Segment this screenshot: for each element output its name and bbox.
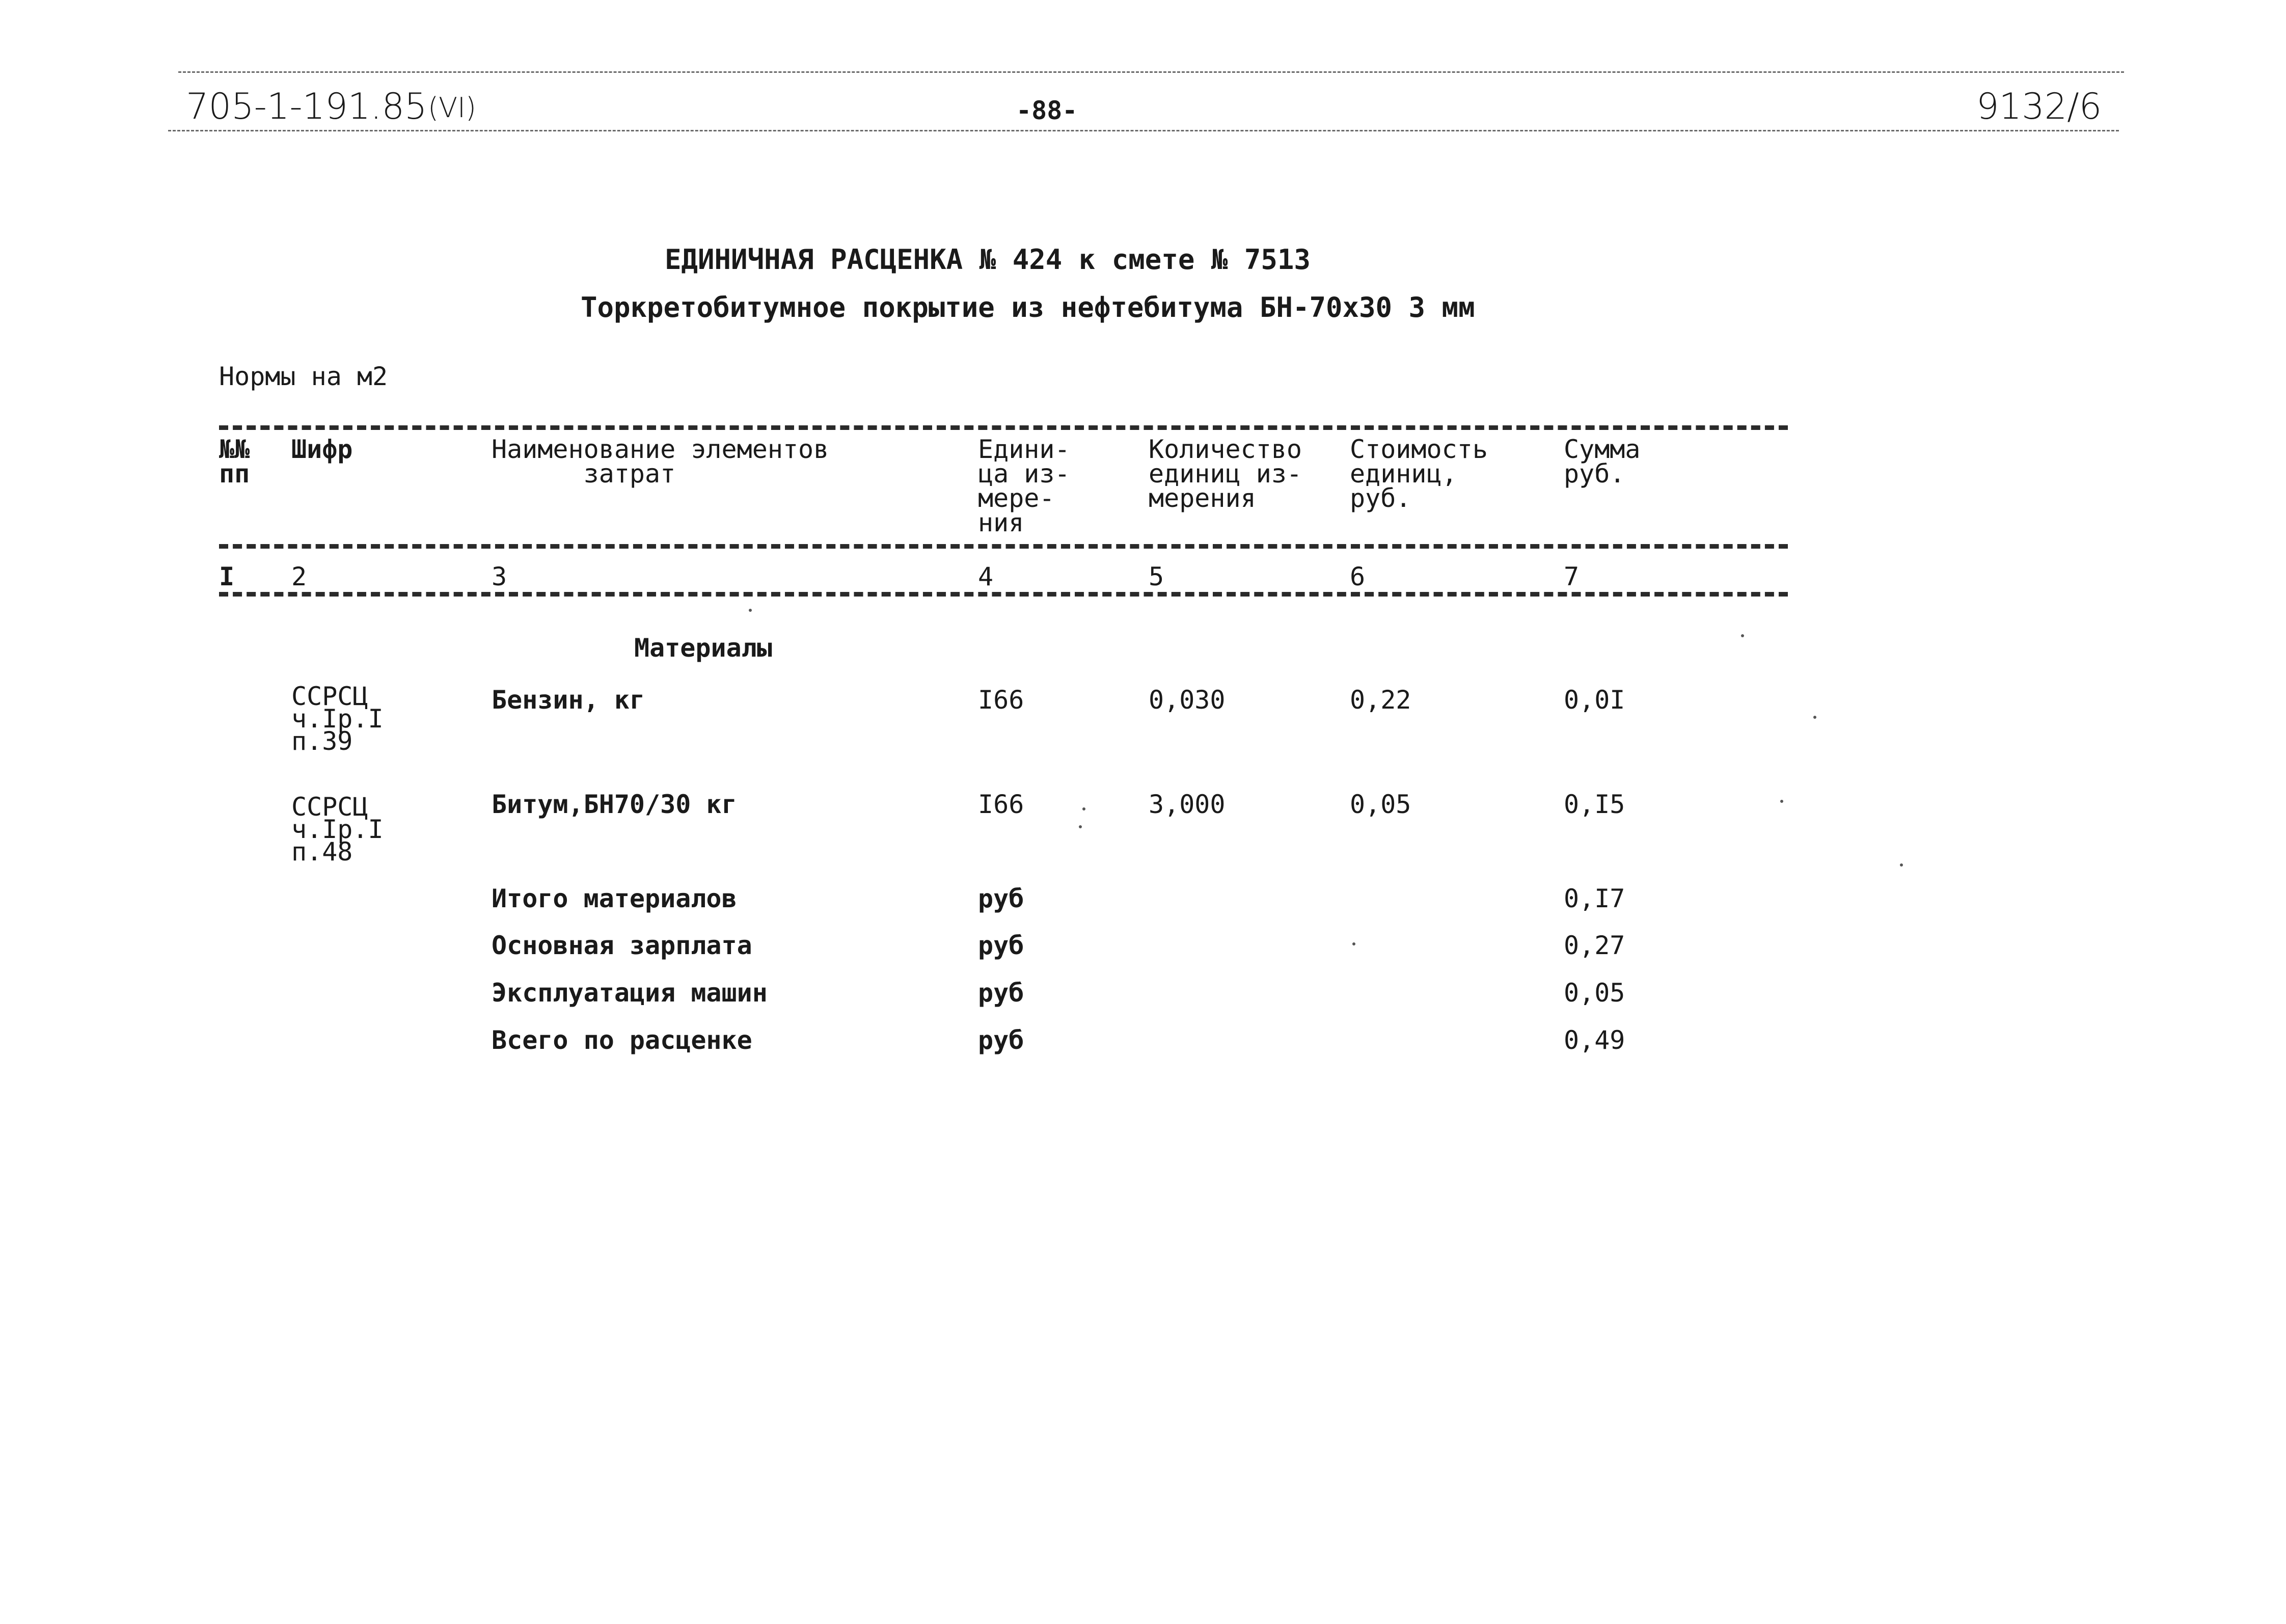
colnum-4: 4 bbox=[978, 562, 994, 591]
total-wages-name: Основная зарплата bbox=[492, 931, 752, 960]
colnum-6: 6 bbox=[1350, 562, 1366, 591]
sheet-code: 9132/6 bbox=[1976, 86, 2102, 127]
total-materials-name: Итого материалов bbox=[492, 884, 737, 913]
row-2-name: Битум,БН70/30 кг bbox=[492, 790, 737, 819]
header-qty: Количество единиц из- мерения bbox=[1149, 435, 1302, 513]
scan-speck bbox=[1082, 807, 1085, 810]
norms-label: Нормы на м2 bbox=[219, 362, 388, 391]
total-materials-sum: 0,I7 bbox=[1564, 884, 1625, 913]
header-bottom-rule bbox=[168, 130, 2119, 131]
document-code: 705-1-191.85 bbox=[186, 86, 427, 127]
total-wages-unit: руб bbox=[978, 931, 1024, 960]
row-1-code: ССРСЦ ч.Iр.I п.39 bbox=[291, 682, 384, 756]
colnum-1: I bbox=[219, 562, 235, 591]
row-1-sum: 0,0I bbox=[1564, 685, 1625, 715]
header-unit: Едини- ца из- мере- ния bbox=[978, 435, 1070, 537]
scan-speck bbox=[1813, 716, 1816, 719]
scan-speck bbox=[749, 609, 752, 612]
section-title: Материалы bbox=[634, 633, 772, 663]
colnum-7: 7 bbox=[1564, 562, 1580, 591]
row-2-code: ССРСЦ ч.Iр.I п.48 bbox=[291, 792, 384, 867]
row-1-qty: 0,030 bbox=[1149, 685, 1226, 715]
row-1-unit: I66 bbox=[978, 685, 1024, 715]
document-subtitle: Торкретобитумное покрытие из нефтебитума БН-70х30 3 мм bbox=[581, 291, 1475, 323]
header-num: №№ пп bbox=[219, 435, 250, 489]
row-2-sum: 0,I5 bbox=[1564, 790, 1625, 819]
row-1-name: Бензин, кг bbox=[492, 685, 645, 715]
header-sum: Сумма руб. bbox=[1564, 435, 1641, 489]
scan-speck bbox=[1079, 825, 1082, 828]
colnum-3: 3 bbox=[492, 562, 507, 591]
document-mark: (VI) bbox=[428, 92, 477, 124]
row-1-cost: 0,22 bbox=[1350, 685, 1411, 715]
colnum-5: 5 bbox=[1149, 562, 1164, 591]
total-machines-sum: 0,05 bbox=[1564, 978, 1625, 1008]
table-colnum-rule bbox=[219, 592, 1788, 597]
grand-total-sum: 0,49 bbox=[1564, 1025, 1625, 1055]
header-code: Шифр bbox=[291, 435, 353, 464]
total-wages-sum: 0,27 bbox=[1564, 931, 1625, 960]
header-top-rule bbox=[178, 71, 2124, 73]
scan-speck bbox=[1780, 800, 1783, 803]
header-cost: Стоимость единиц, руб. bbox=[1350, 435, 1488, 513]
document-title: ЕДИНИЧНАЯ РАСЦЕНКА № 424 к смете № 7513 bbox=[665, 243, 1311, 276]
header-name: Наименование элементов затрат bbox=[492, 435, 829, 489]
total-machines-name: Эксплуатация машин bbox=[492, 978, 768, 1008]
row-2-cost: 0,05 bbox=[1350, 790, 1411, 819]
total-machines-unit: руб bbox=[978, 978, 1024, 1008]
row-2-qty: 3,000 bbox=[1149, 790, 1226, 819]
scan-speck bbox=[1900, 863, 1903, 867]
row-2-unit: I66 bbox=[978, 790, 1024, 819]
page-number: -88- bbox=[1016, 96, 1078, 125]
grand-total-name: Всего по расценке bbox=[492, 1025, 752, 1055]
colnum-2: 2 bbox=[291, 562, 307, 591]
table-top-rule bbox=[219, 425, 1788, 430]
grand-total-unit: руб bbox=[978, 1025, 1024, 1055]
table-header-rule bbox=[219, 544, 1788, 549]
scan-speck bbox=[1741, 634, 1744, 637]
total-materials-unit: руб bbox=[978, 884, 1024, 913]
scan-speck bbox=[1352, 942, 1355, 945]
